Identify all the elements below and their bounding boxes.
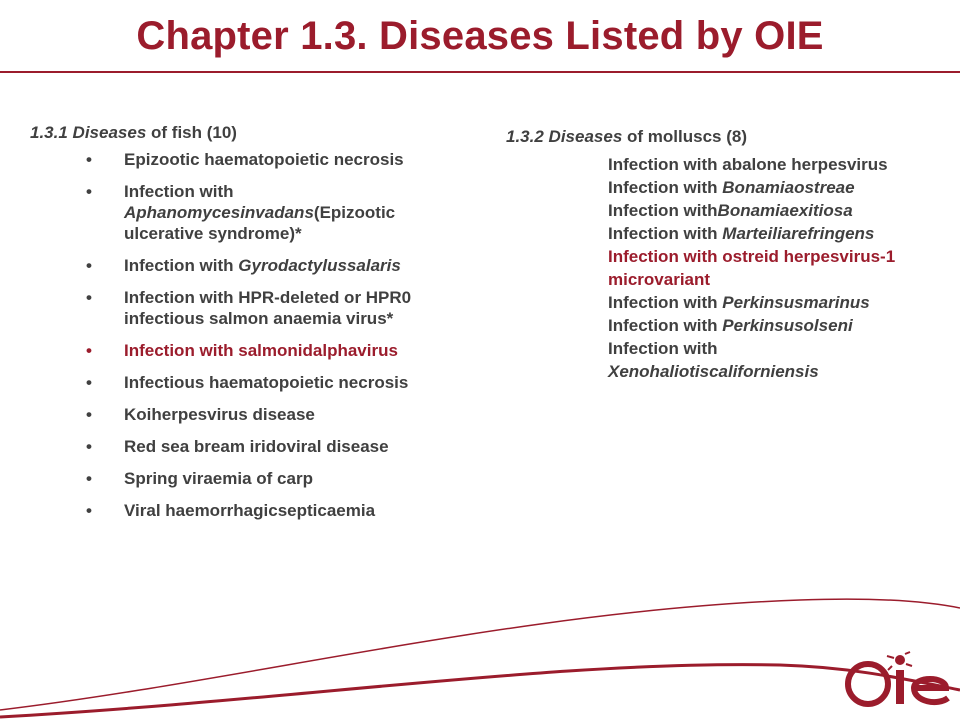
list-item: • Infection with Gyrodactylussalaris [86,256,401,275]
bullet-icon: • [86,469,92,488]
list-item: Infection with Bonamiaostreae [608,178,855,197]
fish-heading-number: 1.3.1 [30,123,68,142]
mollusc-section-heading [506,126,946,147]
list-item: • Red sea bream iridoviral disease [86,437,389,456]
list-item: • Viral haemorrhagicsepticaemia [86,501,376,520]
list-item: • Koiherpesvirus disease [86,405,315,424]
fish-disease-list [30,149,450,521]
mollusc-heading-italic: Diseases [548,127,623,146]
mollusc-heading-number: 1.3.2 [506,127,544,146]
bullet-icon: • [86,288,92,307]
list-item: Infection with abalone herpesvirus [608,155,888,174]
swoosh-thick-line [0,665,960,717]
list-item: • Infectious haematopoietic necrosis [86,373,409,392]
list-item: Infection with Marteiliarefringens [608,224,875,243]
list-item: Infection with Perkinsusmarinus [608,293,870,312]
swoosh-thin-line [0,599,960,710]
title-divider [0,71,960,73]
list-item: • Epizootic haematopoietic necrosis [86,150,404,169]
list-item: • Infection with Aphanomycesinvadans(Epizootic ulcerative syndrome)* [86,182,396,243]
list-item-highlighted: • Infection with salmonidalphavirus [86,341,398,360]
mollusc-disease-list [506,153,946,383]
list-item: Infection with Perkinsusolseni [608,316,853,335]
page-title: Chapter 1.3. Diseases Listed by OIE [136,14,824,58]
mollusc-heading-rest: of molluscs (8) [627,127,747,146]
list-item: Infection with Xenohaliotiscaliforniensis [608,339,819,381]
bullet-icon: • [86,182,92,201]
bullet-icon: • [86,501,92,520]
bullet-icon: • [86,256,92,275]
list-item: Infection withBonamiaexitiosa [608,201,853,220]
fish-diseases-section [30,122,450,532]
bullet-icon: • [86,150,92,169]
fish-heading-italic: Diseases [72,123,147,142]
list-item: • Infection with HPR-deleted or HPR0 infectious salmon anaemia virus* [86,288,412,328]
oie-logo-mark [842,648,954,710]
bullet-icon: • [86,341,92,360]
fish-section-heading [30,122,450,143]
list-item: • Spring viraemia of carp [86,469,313,488]
decorative-swoosh [0,560,960,720]
bullet-icon: • [86,437,92,456]
fish-heading-rest: of fish (10) [151,123,237,142]
bullet-icon: • [86,405,92,424]
oie-logo [842,648,954,710]
list-item-highlighted: Infection with ostreid herpesvirus-1 microvariant [608,247,896,289]
mollusc-diseases-section [506,126,946,383]
bullet-icon: • [86,373,92,392]
